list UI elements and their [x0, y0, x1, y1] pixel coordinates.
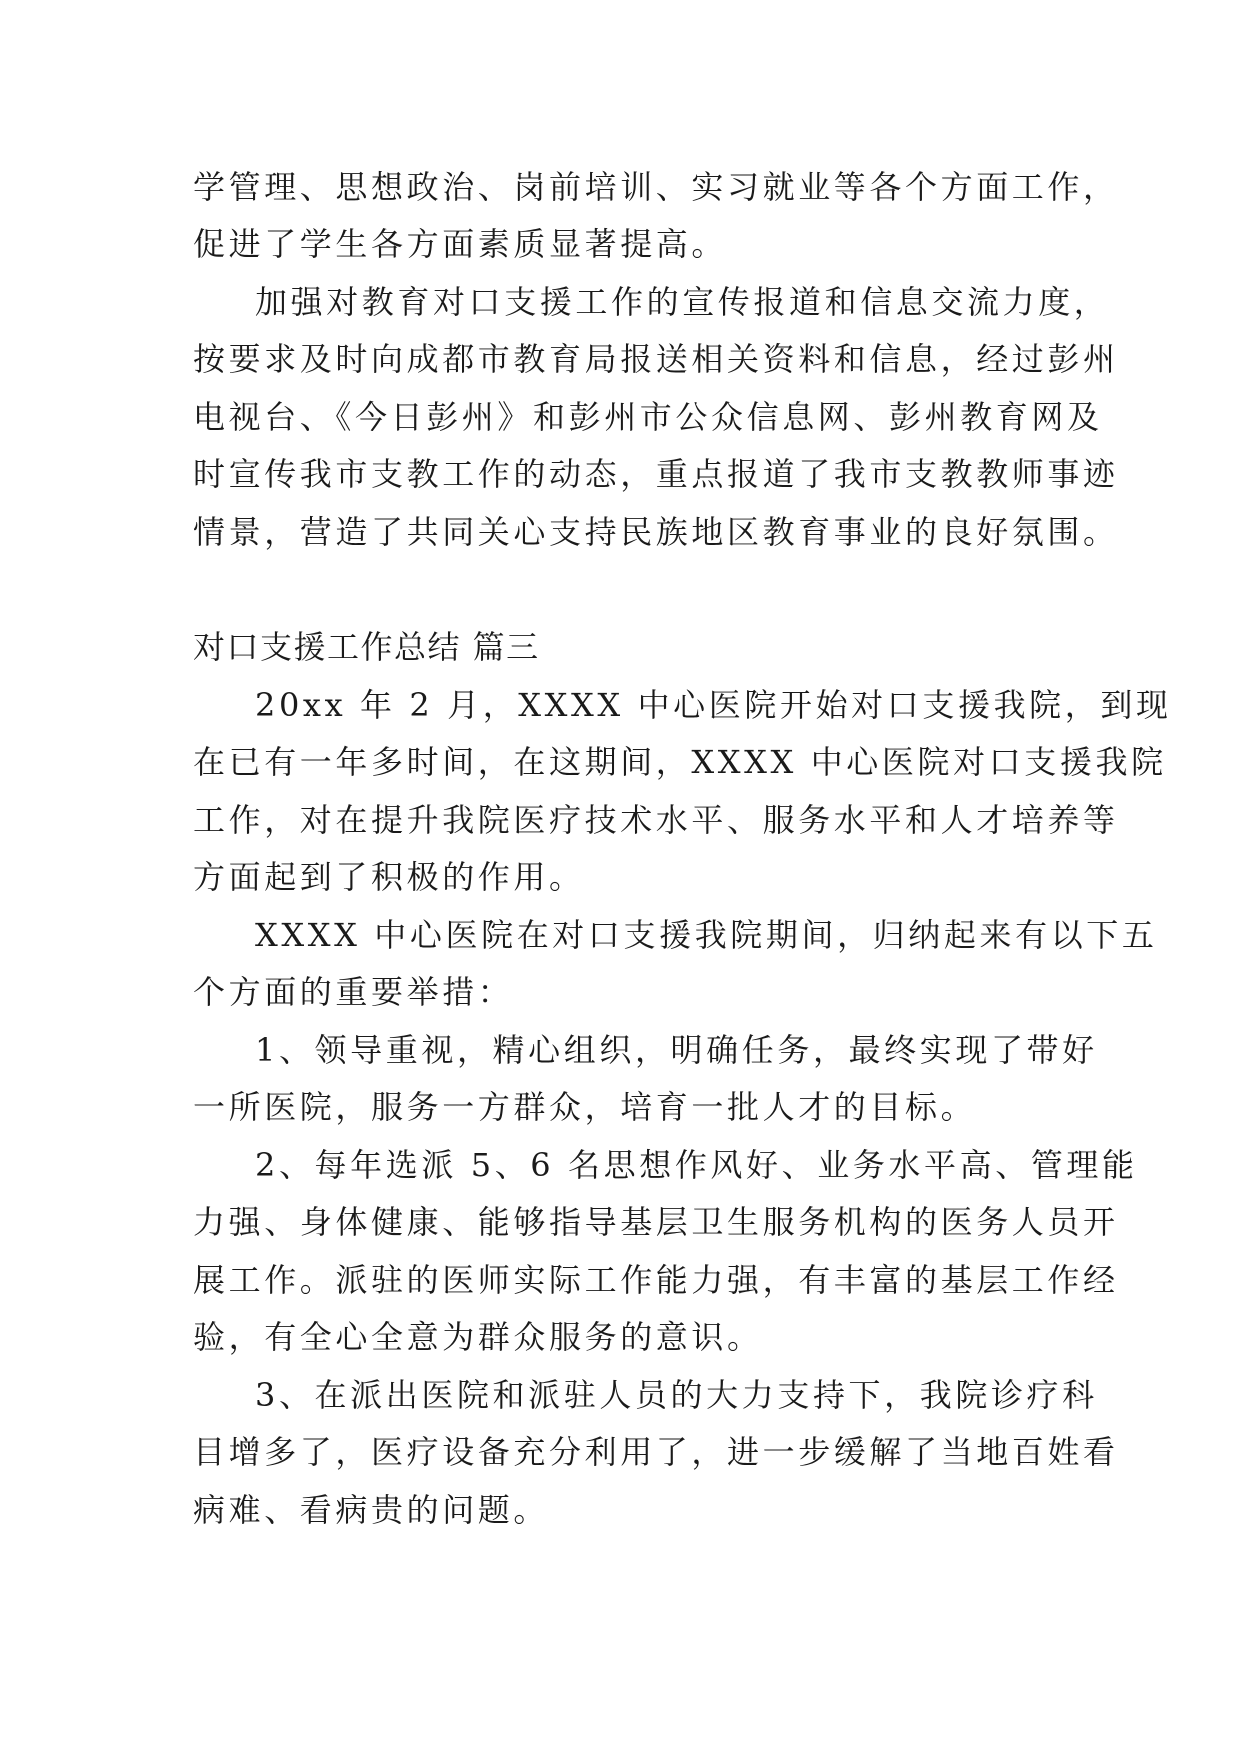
text-line: 情景，营造了共同关心支持民族地区教育事业的良好氛围。 — [193, 513, 1119, 551]
text-line: 时宣传我市支教工作的动态，重点报道了我市支教教师事迹 — [193, 455, 1119, 493]
text-line: 工作，对在提升我院医疗技术水平、服务水平和人才培养等 — [193, 801, 1119, 839]
text-line: 促进了学生各方面素质显著提高。 — [193, 225, 728, 263]
text-line: 电视台、《今日彭州》和彭州市公众信息网、彭州教育网及 — [193, 398, 1103, 436]
list-item-1-line: 1、领导重视，精心组织，明确任务，最终实现了带好 — [255, 1031, 1098, 1069]
list-item-3-line: 3、在派出医院和派驻人员的大力支持下，我院诊疗科 — [255, 1376, 1098, 1414]
text-line: 学管理、思想政治、岗前培训、实习就业等各个方面工作， — [193, 168, 1119, 206]
text-line: 在已有一年多时间，在这期间，XXXX 中心医院对口支援我院 — [193, 743, 1167, 781]
paragraph-start-line: 加强对教育对口支援工作的宣传报道和信息交流力度， — [255, 283, 1110, 321]
text-line: 验，有全心全意为群众服务的意识。 — [193, 1318, 763, 1356]
section-heading: 对口支援工作总结 篇三 — [193, 628, 540, 666]
text-line: 按要求及时向成都市教育局报送相关资料和信息，经过彭州 — [193, 340, 1119, 378]
text-line: 方面起到了积极的作用。 — [193, 858, 585, 896]
text-line: 力强、身体健康、能够指导基层卫生服务机构的医务人员开 — [193, 1203, 1119, 1241]
text-line: 展工作。派驻的医师实际工作能力强，有丰富的基层工作经 — [193, 1261, 1119, 1299]
text-line: 病难、看病贵的问题。 — [193, 1491, 550, 1529]
text-line: 目增多了，医疗设备充分利用了，进一步缓解了当地百姓看 — [193, 1433, 1119, 1471]
paragraph-start-line: XXXX 中心医院在对口支援我院期间，归纳起来有以下五 — [255, 916, 1158, 954]
text-line: 一所医院，服务一方群众，培育一批人才的目标。 — [193, 1088, 977, 1126]
text-line: 个方面的重要举措： — [193, 973, 514, 1011]
paragraph-start-line: 20xx 年 2 月，XXXX 中心医院开始对口支援我院，到现 — [255, 686, 1172, 724]
list-item-2-line: 2、每年选派 5、6 名思想作风好、业务水平高、管理能 — [255, 1146, 1138, 1184]
